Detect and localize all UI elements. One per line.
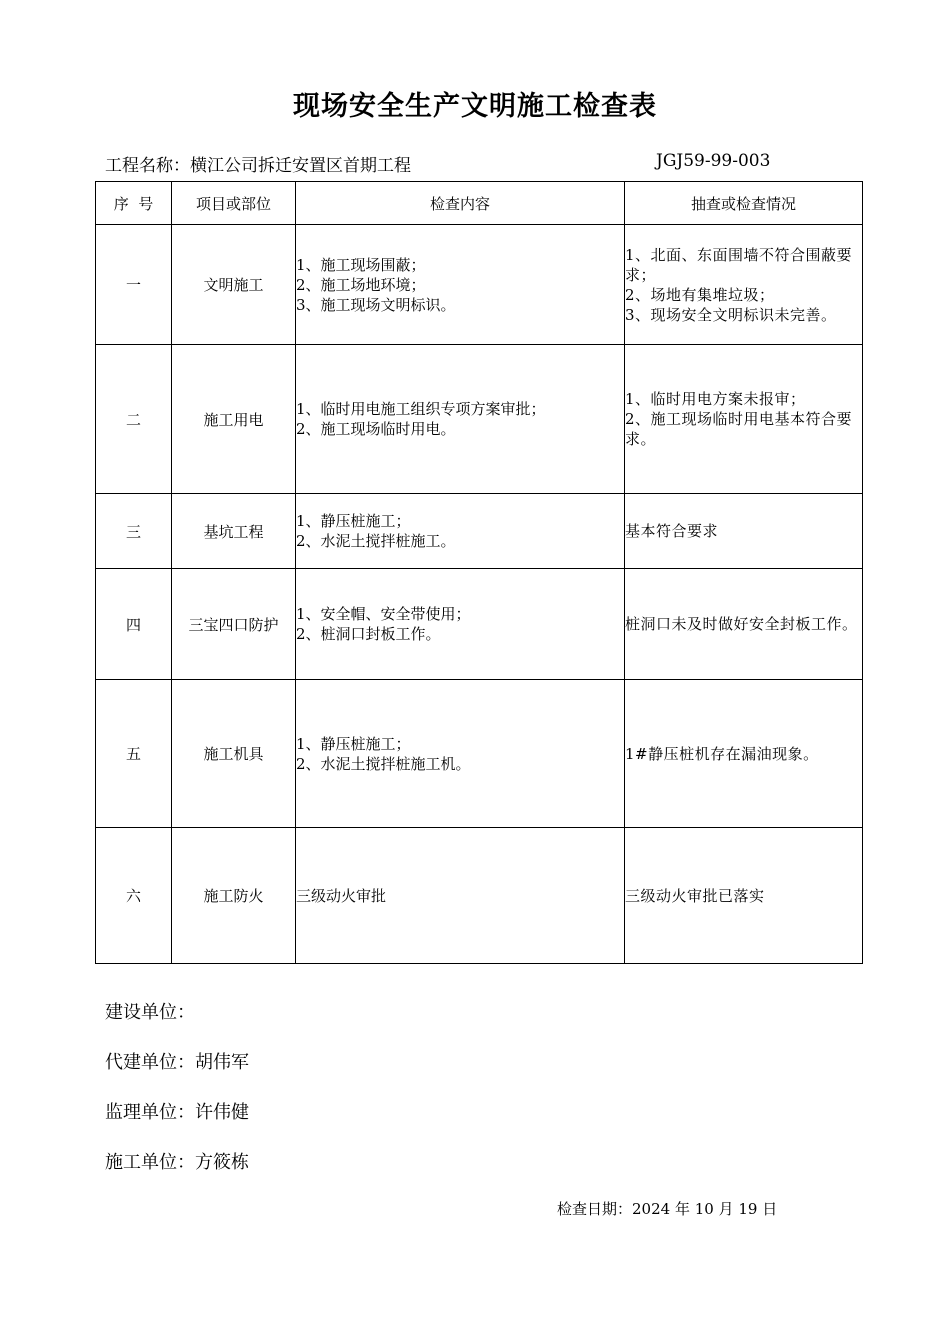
row-item: 施工机具 [172,680,296,828]
content-line: 1、临时用电施工组织专项方案审批； [296,400,546,418]
content-line: 1、施工现场围蔽； [296,255,426,274]
signature-agent [105,1048,249,1074]
signature-name: 许伟健 [195,1102,249,1123]
table-row [96,569,863,680]
row-item: 基坑工程 [172,494,296,569]
header-seq: 序 号 [96,182,172,225]
row-result [625,680,863,828]
result-line: 三级动火审批已落实 [625,886,765,905]
result-line: 2、场地有集堆垃圾； [625,285,775,304]
row-item: 三宝四口防护 [172,569,296,680]
row-seq: 五 [96,680,172,828]
project-name-label: 工程名称： [105,156,190,176]
content-line: 2、施工现场临时用电。 [296,420,456,438]
result-line: 1、临时用电方案未报审； [625,390,806,408]
table-row [96,345,863,494]
row-result [625,494,863,569]
inspection-table [95,181,863,964]
inspection-date-label: 检查日期： [557,1200,633,1218]
content-line: 2、桩洞口封板工作。 [296,625,441,643]
result-line: 3、现场安全文明标识未完善。 [625,305,837,324]
document-code: JGJ59-99-003 [656,151,771,171]
page-title: 现场安全生产文明施工检查表 [293,91,657,122]
table-row [96,680,863,828]
row-seq: 一 [96,225,172,345]
row-content [296,569,625,680]
result-line: 桩洞口未及时做好安全封板工作。 [625,615,858,633]
row-result [625,569,863,680]
result-line: 1、北面、东面围墙不符合围蔽要求； [625,245,853,284]
header-item: 项目或部位 [172,182,296,225]
row-content [296,225,625,345]
row-result [625,225,863,345]
content-line: 2、水泥土搅拌桩施工机。 [296,754,471,773]
header-result: 抽查或检查情况 [625,182,863,225]
signature-owner [105,998,195,1024]
signature-label: 施工单位： [105,1152,195,1173]
signature-label: 建设单位： [105,1002,195,1023]
table-header-row [96,182,863,225]
signature-name: 方筱栋 [195,1152,249,1173]
row-result [625,345,863,494]
row-item: 施工防火 [172,828,296,964]
content-line: 1、静压桩施工； [296,512,411,530]
signature-label: 代建单位： [105,1052,195,1073]
content-line: 1、静压桩施工； [296,734,411,753]
table-row [96,225,863,345]
row-item: 文明施工 [172,225,296,345]
content-line: 2、水泥土搅拌桩施工。 [296,532,456,550]
result-line: 基本符合要求 [625,522,719,540]
header-content: 检查内容 [296,182,625,225]
row-content [296,828,625,964]
row-content [296,680,625,828]
inspection-date [557,1198,777,1219]
table-row [96,828,863,964]
content-line: 1、安全帽、安全带使用； [296,605,471,623]
row-seq: 二 [96,345,172,494]
row-content [296,494,625,569]
inspection-date-value: 2024 年 10 月 19 日 [632,1200,778,1218]
row-seq: 六 [96,828,172,964]
row-seq: 三 [96,494,172,569]
content-line: 2、施工场地环境； [296,275,426,294]
project-name: 横江公司拆迁安置区首期工程 [190,156,411,176]
project-name-line [105,151,411,176]
content-line: 三级动火审批 [296,886,387,905]
result-line: 2、施工现场临时用电基本符合要求。 [625,410,853,448]
content-line: 3、施工现场文明标识。 [296,295,456,314]
signature-label: 监理单位： [105,1102,195,1123]
row-content [296,345,625,494]
result-line: 1#静压桩机存在漏油现象。 [625,744,819,763]
table-row [96,494,863,569]
signature-contractor [105,1148,249,1174]
row-item: 施工用电 [172,345,296,494]
signature-name: 胡伟军 [195,1052,249,1073]
row-result [625,828,863,964]
signature-supervisor [105,1098,249,1124]
row-seq: 四 [96,569,172,680]
